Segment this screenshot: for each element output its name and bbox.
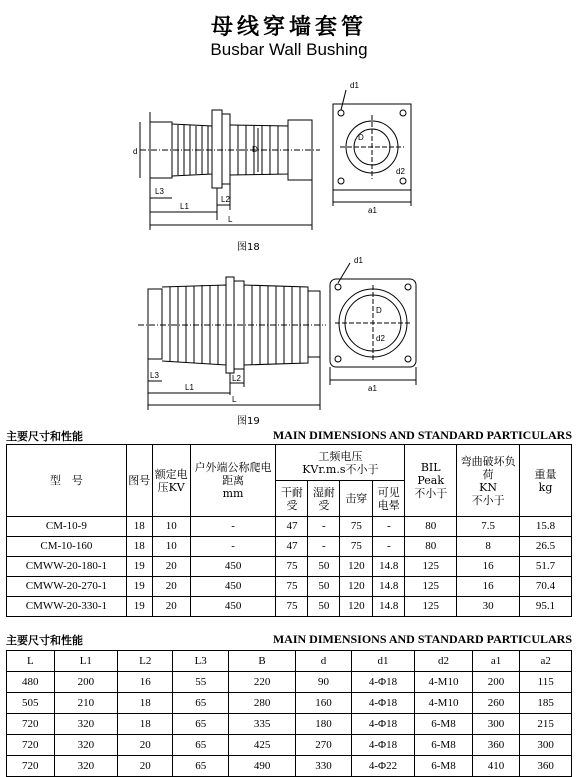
- fig18-label-L1: L1: [180, 202, 189, 211]
- table-cell: 4-Φ18: [351, 735, 414, 756]
- header-breakdown: 击穿: [340, 481, 373, 517]
- column-header: d2: [415, 651, 473, 672]
- table-cell: 50: [308, 597, 340, 617]
- table-cell: 4-Φ22: [351, 756, 414, 777]
- dimensions-table-body: [7, 672, 572, 777]
- table-cell: 80: [405, 517, 457, 537]
- table-cell: 16: [457, 577, 520, 597]
- header-bil: BIL Peak 不小于: [405, 445, 457, 517]
- column-header: L3: [173, 651, 228, 672]
- table-cell: 8: [457, 537, 520, 557]
- column-header: L: [7, 651, 55, 672]
- table-cell: 20: [152, 597, 190, 617]
- table-cell: 320: [54, 756, 117, 777]
- table-row: [7, 597, 572, 617]
- table-cell: 720: [7, 756, 55, 777]
- table-cell: 720: [7, 735, 55, 756]
- table-cell: 65: [173, 756, 228, 777]
- table-cell: 19: [126, 597, 152, 617]
- header-model: 型 号: [7, 445, 127, 517]
- table-cell: 125: [405, 557, 457, 577]
- table-cell: 360: [520, 756, 572, 777]
- table-cell: 4-M10: [415, 672, 473, 693]
- figure-19-drawing: [0, 255, 578, 413]
- table-cell: 300: [472, 714, 520, 735]
- table-cell: 4-Φ18: [351, 672, 414, 693]
- table-cell: 6-M8: [415, 756, 473, 777]
- section-1-header: [6, 428, 572, 444]
- table-cell: 16: [118, 672, 173, 693]
- fig18-label-d: d: [133, 147, 138, 156]
- table-cell: 51.7: [520, 557, 572, 577]
- table-row: [7, 557, 572, 577]
- table-cell: 4-Φ18: [351, 714, 414, 735]
- table-cell: CMWW-20-180-1: [7, 557, 127, 577]
- table-cell: 720: [7, 714, 55, 735]
- column-header: d1: [351, 651, 414, 672]
- fig18-label-d1: d1: [350, 81, 359, 90]
- figure-18-caption: 图18: [237, 242, 260, 253]
- column-header: L1: [54, 651, 117, 672]
- table-cell: 450: [190, 557, 276, 577]
- table-cell: 20: [152, 557, 190, 577]
- table-cell: 75: [276, 577, 308, 597]
- table-cell: 120: [340, 577, 373, 597]
- fig19-label-L3: L3: [150, 371, 159, 380]
- table-cell: 210: [54, 693, 117, 714]
- table-cell: 10: [152, 517, 190, 537]
- fig18-label-L3: L3: [155, 187, 164, 196]
- table-cell: 75: [276, 557, 308, 577]
- table-cell: 215: [520, 714, 572, 735]
- table-row: [7, 672, 572, 693]
- table-cell: 47: [276, 517, 308, 537]
- table-row: [7, 577, 572, 597]
- fig18-label-d2: d2: [396, 167, 405, 176]
- header-rated-voltage: 额定电压KV: [152, 445, 190, 517]
- particulars-table: [6, 444, 572, 617]
- table-cell: 50: [308, 577, 340, 597]
- table-row: [7, 735, 572, 756]
- table-row: [7, 714, 572, 735]
- section-2-header: [6, 632, 572, 648]
- table-cell: 330: [296, 756, 352, 777]
- table-cell: -: [308, 517, 340, 537]
- table-cell: 19: [126, 557, 152, 577]
- fig19-label-a1: a1: [368, 384, 377, 393]
- table-cell: -: [190, 537, 276, 557]
- fig18-label-D-end: D: [358, 133, 364, 142]
- table-cell: 16: [457, 557, 520, 577]
- header-bending-load: 弯曲破坏负荷 KN 不小于: [457, 445, 520, 517]
- header-wet-withstand: 湿耐受: [308, 481, 340, 517]
- table-cell: 260: [472, 693, 520, 714]
- table-cell: CMWW-20-270-1: [7, 577, 127, 597]
- fig18-label-L: L: [228, 215, 233, 224]
- table-cell: 18: [118, 714, 173, 735]
- column-header: a2: [520, 651, 572, 672]
- table-cell: 10: [152, 537, 190, 557]
- table-cell: 75: [340, 537, 373, 557]
- table-cell: 125: [405, 597, 457, 617]
- table-cell: 50: [308, 557, 340, 577]
- table-cell: 20: [118, 756, 173, 777]
- table-cell: 120: [340, 557, 373, 577]
- particulars-table-body: [7, 517, 572, 617]
- table-cell: 4-Φ18: [351, 693, 414, 714]
- table-cell: 75: [276, 597, 308, 617]
- table-cell: 18: [126, 537, 152, 557]
- table-cell: 410: [472, 756, 520, 777]
- fig18-label-L2: L2: [221, 195, 230, 204]
- table-cell: 480: [7, 672, 55, 693]
- dimensions-table: [6, 650, 572, 777]
- table-cell: 450: [190, 577, 276, 597]
- table-cell: 65: [173, 735, 228, 756]
- fig18-label-a1: a1: [368, 206, 377, 215]
- column-header: L2: [118, 651, 173, 672]
- table-cell: 185: [520, 693, 572, 714]
- section-1-title-en: MAIN DIMENSIONS AND STANDARD PARTICULARS: [272, 428, 572, 442]
- title-english: Busbar Wall Bushing: [210, 40, 368, 59]
- header-weight: 重量 kg: [520, 445, 572, 517]
- table-cell: 200: [54, 672, 117, 693]
- table-cell: 18: [118, 693, 173, 714]
- table-cell: 300: [520, 735, 572, 756]
- table-cell: 20: [118, 735, 173, 756]
- fig19-label-L1: L1: [185, 383, 194, 392]
- table-cell: 19: [126, 577, 152, 597]
- table-cell: 55: [173, 672, 228, 693]
- table-cell: -: [308, 537, 340, 557]
- table-cell: 180: [296, 714, 352, 735]
- column-header: a1: [472, 651, 520, 672]
- table-cell: 450: [190, 597, 276, 617]
- section-2-title-cn: 主要尺寸和性能: [6, 634, 83, 647]
- header-creepage: 户外端公称爬电距离 mm: [190, 445, 276, 517]
- figure-19-caption: 图19: [237, 416, 260, 427]
- header-power-frequency: 工频电压 KVr.m.s不小于: [276, 445, 405, 481]
- table-cell: 26.5: [520, 537, 572, 557]
- table-cell: 425: [228, 735, 295, 756]
- table-cell: 65: [173, 714, 228, 735]
- header-dry-withstand: 干耐受: [276, 481, 308, 517]
- table-cell: 490: [228, 756, 295, 777]
- figure-18-drawing: [0, 70, 578, 230]
- table-cell: 280: [228, 693, 295, 714]
- table-cell: 4-M10: [415, 693, 473, 714]
- table-cell: 14.8: [373, 577, 405, 597]
- title-chinese: 母线穿墙套管: [210, 15, 367, 40]
- table-cell: 75: [340, 517, 373, 537]
- table-cell: 505: [7, 693, 55, 714]
- column-header: d: [296, 651, 352, 672]
- table-cell: 7.5: [457, 517, 520, 537]
- table-cell: 6-M8: [415, 714, 473, 735]
- table-cell: 160: [296, 693, 352, 714]
- header-figure-no: 图号: [126, 445, 152, 517]
- section-2-title-en: MAIN DIMENSIONS AND STANDARD PARTICULARS: [272, 632, 572, 646]
- table-cell: CM-10-9: [7, 517, 127, 537]
- section-1-title-cn: 主要尺寸和性能: [6, 430, 83, 443]
- table-cell: 14.8: [373, 597, 405, 617]
- fig19-label-L2: L2: [232, 374, 241, 383]
- table-cell: 6-M8: [415, 735, 473, 756]
- table-cell: 200: [472, 672, 520, 693]
- table-cell: 125: [405, 577, 457, 597]
- table-cell: 30: [457, 597, 520, 617]
- table-cell: 15.8: [520, 517, 572, 537]
- table-cell: 220: [228, 672, 295, 693]
- fig19-label-d2: d2: [376, 334, 385, 343]
- table-cell: 65: [173, 693, 228, 714]
- table-cell: -: [373, 537, 405, 557]
- fig18-label-D: D: [252, 145, 258, 154]
- dimensions-table-header: [7, 651, 572, 672]
- table-cell: 20: [152, 577, 190, 597]
- fig19-label-d1: d1: [354, 256, 363, 265]
- column-header: B: [228, 651, 295, 672]
- table-cell: 95.1: [520, 597, 572, 617]
- fig19-label-D: D: [376, 306, 382, 315]
- table-cell: CM-10-160: [7, 537, 127, 557]
- table-cell: 14.8: [373, 557, 405, 577]
- table-cell: 360: [472, 735, 520, 756]
- table-cell: 120: [340, 597, 373, 617]
- table-cell: 70.4: [520, 577, 572, 597]
- table-cell: 320: [54, 735, 117, 756]
- table-row: [7, 537, 572, 557]
- table-cell: -: [190, 517, 276, 537]
- table-row: [7, 756, 572, 777]
- table-cell: 80: [405, 537, 457, 557]
- table-cell: 335: [228, 714, 295, 735]
- table-cell: 47: [276, 537, 308, 557]
- fig19-label-L: L: [232, 395, 237, 404]
- table-row: [7, 693, 572, 714]
- table-cell: 115: [520, 672, 572, 693]
- table-cell: 320: [54, 714, 117, 735]
- table-cell: -: [373, 517, 405, 537]
- table-cell: 18: [126, 517, 152, 537]
- table-row: [7, 517, 572, 537]
- table-cell: 90: [296, 672, 352, 693]
- table-cell: 270: [296, 735, 352, 756]
- table-cell: CMWW-20-330-1: [7, 597, 127, 617]
- header-visible-corona: 可见电晕: [373, 481, 405, 517]
